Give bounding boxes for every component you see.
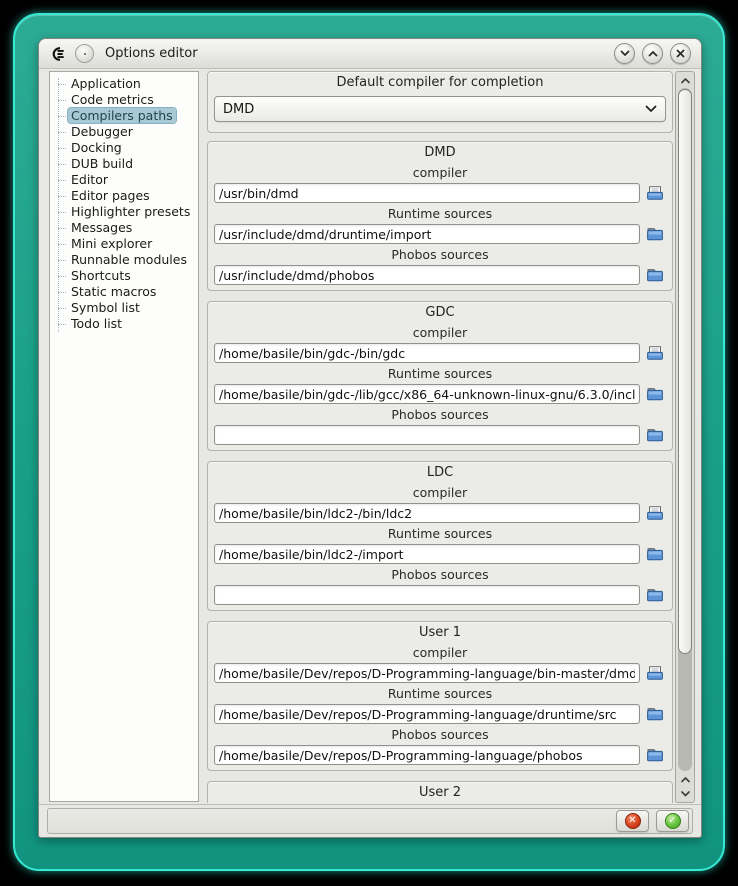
open-folder-button[interactable] bbox=[644, 705, 666, 724]
group-title: User 2 bbox=[418, 785, 462, 800]
open-folder-button[interactable] bbox=[644, 426, 666, 445]
field-label: Runtime sources bbox=[387, 526, 493, 541]
field-label: Runtime sources bbox=[387, 206, 493, 221]
scroll-up-button-bottom[interactable] bbox=[676, 772, 694, 787]
minimize-button[interactable] bbox=[614, 43, 635, 64]
chevron-up-icon bbox=[681, 78, 690, 84]
sidebar-item-dub-build[interactable]: DUB build bbox=[50, 156, 198, 172]
maximize-button[interactable] bbox=[642, 43, 663, 64]
field-label: Phobos sources bbox=[391, 567, 489, 582]
folder-icon bbox=[646, 227, 664, 241]
chevron-up-icon bbox=[681, 777, 690, 783]
statusbar bbox=[39, 804, 701, 837]
open-folder-button[interactable] bbox=[644, 545, 666, 564]
gdc-phobos-sources-input[interactable] bbox=[214, 425, 640, 445]
open-file-button[interactable] bbox=[644, 504, 666, 523]
sidebar-item-editor-pages[interactable]: Editor pages bbox=[50, 188, 198, 204]
sidebar-item-todo-list[interactable]: Todo list bbox=[50, 316, 198, 332]
sidebar-item-editor[interactable]: Editor bbox=[50, 172, 198, 188]
group-title: DMD bbox=[424, 145, 456, 160]
compilers-paths-panel bbox=[207, 71, 673, 803]
ldc-group bbox=[207, 461, 673, 611]
default-compiler-group bbox=[207, 71, 673, 133]
user2-group bbox=[207, 781, 673, 803]
default-compiler-select[interactable] bbox=[214, 96, 666, 122]
open-file-icon bbox=[646, 506, 664, 520]
ldc-compiler-input[interactable] bbox=[214, 503, 640, 523]
open-folder-button[interactable] bbox=[644, 225, 666, 244]
gdc-group bbox=[207, 301, 673, 451]
folder-icon bbox=[646, 748, 664, 762]
sidebar-item-symbol-list[interactable]: Symbol list bbox=[50, 300, 198, 316]
ldc-runtime-sources-input[interactable] bbox=[214, 544, 640, 564]
open-file-icon bbox=[646, 346, 664, 360]
group-title: LDC bbox=[426, 465, 454, 480]
field-label: Runtime sources bbox=[387, 366, 493, 381]
user1-phobos-sources-input[interactable] bbox=[214, 745, 640, 765]
open-file-button[interactable] bbox=[644, 184, 666, 203]
field-label: compiler bbox=[412, 645, 468, 660]
selected-compiler: DMD bbox=[223, 101, 255, 117]
scroll-down-button[interactable] bbox=[676, 786, 694, 801]
cancel-cross-icon: ✕ bbox=[625, 813, 641, 829]
dmd-group bbox=[207, 141, 673, 291]
options-editor-window bbox=[38, 38, 702, 838]
gdc-compiler-input[interactable] bbox=[214, 343, 640, 363]
category-tree bbox=[49, 71, 199, 802]
field-label: Phobos sources bbox=[391, 727, 489, 742]
sidebar-item-messages[interactable]: Messages bbox=[50, 220, 198, 236]
open-file-icon bbox=[646, 666, 664, 680]
open-folder-button[interactable] bbox=[644, 266, 666, 285]
user1-runtime-sources-input[interactable] bbox=[214, 704, 640, 724]
close-button[interactable] bbox=[670, 43, 691, 64]
folder-icon bbox=[646, 268, 664, 282]
chevron-down-icon bbox=[681, 791, 690, 797]
accept-check-icon: ✓ bbox=[665, 813, 681, 829]
open-file-button[interactable] bbox=[644, 664, 666, 683]
group-title: GDC bbox=[425, 305, 455, 320]
field-label: Runtime sources bbox=[387, 686, 493, 701]
content-area bbox=[39, 69, 701, 804]
field-label: Phobos sources bbox=[391, 247, 489, 262]
sidebar-item-debugger[interactable]: Debugger bbox=[50, 124, 198, 140]
field-label: compiler bbox=[412, 325, 468, 340]
vertical-scrollbar[interactable] bbox=[675, 71, 695, 803]
sidebar-item-highlighter-presets[interactable]: Highlighter presets bbox=[50, 204, 198, 220]
titlebar[interactable] bbox=[39, 39, 701, 69]
dmd-phobos-sources-input[interactable] bbox=[214, 265, 640, 285]
sidebar-item-runnable-modules[interactable]: Runnable modules bbox=[50, 252, 198, 268]
open-file-icon bbox=[646, 186, 664, 200]
window-title: Options editor bbox=[105, 46, 198, 61]
open-folder-button[interactable] bbox=[644, 746, 666, 765]
chevron-down-icon bbox=[620, 50, 630, 57]
open-file-button[interactable] bbox=[644, 344, 666, 363]
open-folder-button[interactable] bbox=[644, 385, 666, 404]
user1-compiler-input[interactable] bbox=[214, 663, 640, 683]
accept-button[interactable] bbox=[656, 810, 689, 832]
scroll-up-button[interactable] bbox=[676, 73, 694, 88]
close-icon bbox=[676, 49, 685, 58]
field-label: compiler bbox=[412, 165, 468, 180]
folder-icon bbox=[646, 428, 664, 442]
folder-icon bbox=[646, 588, 664, 602]
field-label: Phobos sources bbox=[391, 407, 489, 422]
dmd-runtime-sources-input[interactable] bbox=[214, 224, 640, 244]
coedit-logo-icon bbox=[49, 46, 68, 62]
gdc-runtime-sources-input[interactable] bbox=[214, 384, 640, 404]
field-label: compiler bbox=[412, 485, 468, 500]
dmd-compiler-input[interactable] bbox=[214, 183, 640, 203]
chevron-up-icon bbox=[648, 50, 658, 57]
folder-icon bbox=[646, 707, 664, 721]
group-title: User 1 bbox=[418, 625, 462, 640]
sidebar-item-static-macros[interactable]: Static macros bbox=[50, 284, 198, 300]
sidebar-splitter[interactable] bbox=[199, 71, 207, 802]
sidebar-item-mini-explorer[interactable]: Mini explorer bbox=[50, 236, 198, 252]
chevron-down-icon bbox=[645, 105, 657, 113]
scrollbar-thumb[interactable] bbox=[678, 89, 692, 654]
folder-icon bbox=[646, 547, 664, 561]
statusbar-frame bbox=[47, 808, 693, 834]
sidebar-item-shortcuts[interactable]: Shortcuts bbox=[50, 268, 198, 284]
window-menu-button[interactable] bbox=[75, 44, 94, 63]
sidebar-item-compilers-paths[interactable]: Compilers paths bbox=[50, 108, 198, 124]
sidebar-item-docking[interactable]: Docking bbox=[50, 140, 198, 156]
sidebar-item-application[interactable]: Application bbox=[50, 76, 198, 92]
group-title: Default compiler for completion bbox=[336, 75, 544, 90]
sidebar-item-code-metrics[interactable]: Code metrics bbox=[50, 92, 198, 108]
ldc-phobos-sources-input[interactable] bbox=[214, 585, 640, 605]
open-folder-button[interactable] bbox=[644, 586, 666, 605]
cancel-button[interactable] bbox=[616, 810, 649, 832]
folder-icon bbox=[646, 387, 664, 401]
user1-group bbox=[207, 621, 673, 771]
